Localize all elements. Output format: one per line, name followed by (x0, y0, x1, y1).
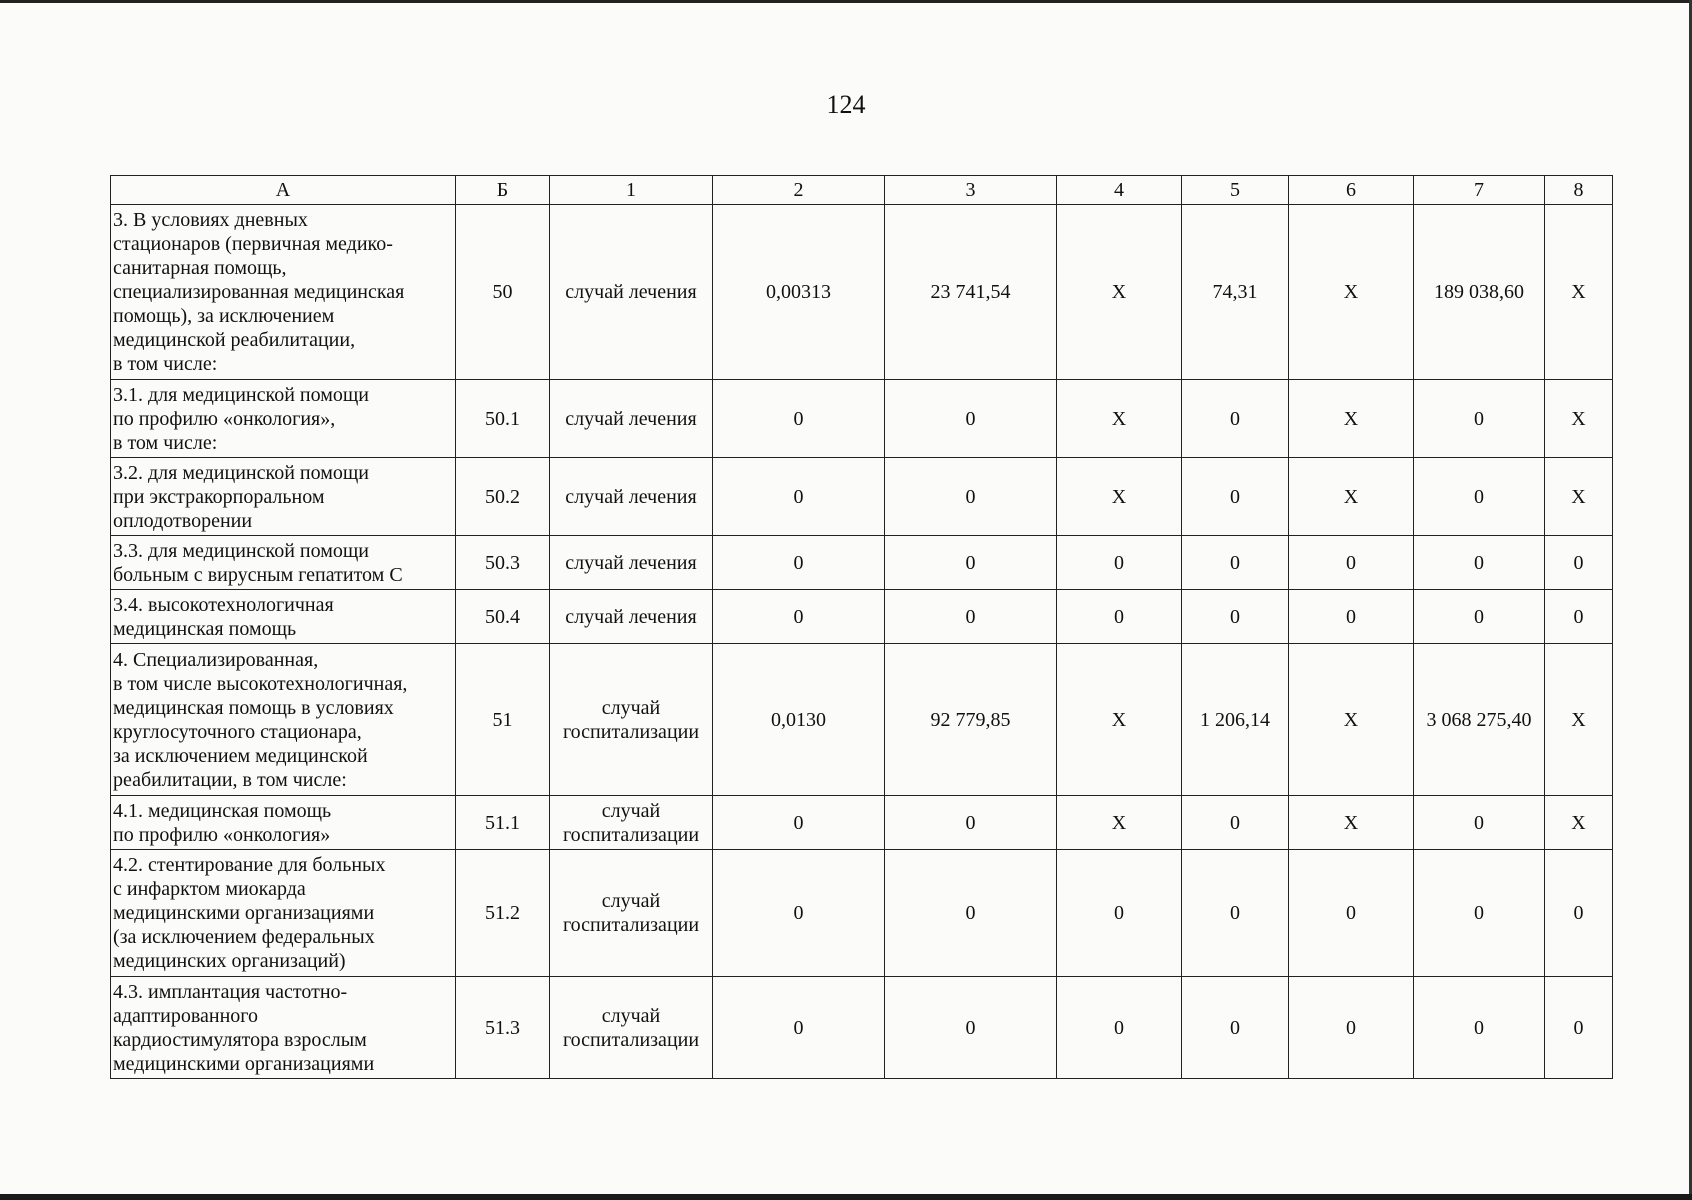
row-col-3: 0 (885, 458, 1057, 536)
row-col-3: 0 (885, 536, 1057, 590)
row-col-6: Х (1289, 644, 1414, 796)
row-col-3: 0 (885, 796, 1057, 850)
row-col-4: Х (1057, 205, 1182, 380)
row-col-8: Х (1545, 796, 1613, 850)
table-row (111, 590, 1613, 644)
row-col-4: 0 (1057, 536, 1182, 590)
scan-border-top (0, 0, 1692, 3)
row-col-8: 0 (1545, 536, 1613, 590)
row-col-3: 23 741,54 (885, 205, 1057, 380)
header-cell: 8 (1545, 176, 1613, 205)
header-row (111, 176, 1613, 205)
row-col-8: 0 (1545, 977, 1613, 1079)
table-row (111, 205, 1613, 380)
row-col-7: 0 (1414, 536, 1545, 590)
row-code: 51.3 (456, 977, 550, 1079)
table-row (111, 644, 1613, 796)
data-table (110, 175, 1613, 1079)
row-col-5: 0 (1182, 796, 1289, 850)
row-col-8: Х (1545, 380, 1613, 458)
row-name: 3.2. для медицинской помощи при экстракорпоральном оплодотворении (111, 458, 456, 536)
header-cell: А (111, 176, 456, 205)
row-col-7: 189 038,60 (1414, 205, 1545, 380)
table-row (111, 850, 1613, 977)
row-col-2: 0 (713, 380, 885, 458)
row-col-6: 0 (1289, 977, 1414, 1079)
row-col-7: 0 (1414, 796, 1545, 850)
row-code: 50.4 (456, 590, 550, 644)
row-code: 50.1 (456, 380, 550, 458)
row-col-2: 0 (713, 536, 885, 590)
header-cell: 1 (550, 176, 713, 205)
row-name: 4. Специализированная, в том числе высокотехнологичная, медицинская помощь в условиях круглосуточного стационара, за исключением медицинской реабилитации, в том числе: (111, 644, 456, 796)
row-col-2: 0,0130 (713, 644, 885, 796)
row-unit: случай лечения (550, 458, 713, 536)
row-col-8: Х (1545, 205, 1613, 380)
row-col-4: Х (1057, 796, 1182, 850)
row-col-6: 0 (1289, 590, 1414, 644)
header-cell: 7 (1414, 176, 1545, 205)
row-name: 3. В условиях дневных стационаров (первичная медико- санитарная помощь, специализированная медицинская помощь), за исключением медицинской реабилитации, в том числе: (111, 205, 456, 380)
row-col-6: 0 (1289, 536, 1414, 590)
row-col-6: Х (1289, 796, 1414, 850)
row-unit: случай госпитализации (550, 644, 713, 796)
row-col-4: 0 (1057, 590, 1182, 644)
row-unit: случай лечения (550, 590, 713, 644)
row-col-5: 0 (1182, 977, 1289, 1079)
table-row (111, 536, 1613, 590)
row-col-5: 0 (1182, 850, 1289, 977)
row-unit: случай лечения (550, 205, 713, 380)
row-col-5: 1 206,14 (1182, 644, 1289, 796)
table-row (111, 977, 1613, 1079)
row-unit: случай лечения (550, 536, 713, 590)
table-row (111, 458, 1613, 536)
row-col-5: 0 (1182, 590, 1289, 644)
row-code: 51.1 (456, 796, 550, 850)
table-row (111, 796, 1613, 850)
row-col-8: Х (1545, 644, 1613, 796)
header-cell: 4 (1057, 176, 1182, 205)
row-code: 50 (456, 205, 550, 380)
row-col-4: 0 (1057, 850, 1182, 977)
row-col-2: 0,00313 (713, 205, 885, 380)
row-col-4: Х (1057, 644, 1182, 796)
row-col-2: 0 (713, 796, 885, 850)
page-number: 124 (826, 90, 866, 119)
row-col-8: Х (1545, 458, 1613, 536)
row-col-5: 0 (1182, 536, 1289, 590)
row-code: 51.2 (456, 850, 550, 977)
row-col-4: 0 (1057, 977, 1182, 1079)
row-col-3: 0 (885, 977, 1057, 1079)
row-col-7: 0 (1414, 850, 1545, 977)
row-col-5: 0 (1182, 458, 1289, 536)
row-col-2: 0 (713, 590, 885, 644)
row-col-3: 92 779,85 (885, 644, 1057, 796)
row-col-7: 3 068 275,40 (1414, 644, 1545, 796)
row-unit: случай госпитализации (550, 850, 713, 977)
row-unit: случай госпитализации (550, 977, 713, 1079)
row-name: 4.3. имплантация частотно- адаптированного кардиостимулятора взрослым медицинскими организациями (111, 977, 456, 1079)
row-name: 3.1. для медицинской помощи по профилю «онкология», в том числе: (111, 380, 456, 458)
row-col-3: 0 (885, 590, 1057, 644)
row-col-2: 0 (713, 458, 885, 536)
row-col-7: 0 (1414, 458, 1545, 536)
table-row (111, 380, 1613, 458)
row-name: 3.3. для медицинской помощи больным с вирусным гепатитом С (111, 536, 456, 590)
header-cell: 3 (885, 176, 1057, 205)
row-code: 50.2 (456, 458, 550, 536)
row-name: 4.1. медицинская помощь по профилю «онкология» (111, 796, 456, 850)
row-code: 50.3 (456, 536, 550, 590)
row-col-6: Х (1289, 458, 1414, 536)
header-cell: 2 (713, 176, 885, 205)
row-col-7: 0 (1414, 380, 1545, 458)
row-name: 3.4. высокотехнологичная медицинская помощь (111, 590, 456, 644)
row-unit: случай лечения (550, 380, 713, 458)
row-col-7: 0 (1414, 977, 1545, 1079)
row-col-4: Х (1057, 380, 1182, 458)
header-cell: 6 (1289, 176, 1414, 205)
row-name: 4.2. стентирование для больных с инфарктом миокарда медицинскими организациями (за исключением федеральных медицинских организаций) (111, 850, 456, 977)
row-code: 51 (456, 644, 550, 796)
header-cell: Б (456, 176, 550, 205)
row-col-3: 0 (885, 380, 1057, 458)
row-col-2: 0 (713, 977, 885, 1079)
row-col-5: 74,31 (1182, 205, 1289, 380)
row-unit: случай госпитализации (550, 796, 713, 850)
row-col-4: Х (1057, 458, 1182, 536)
row-col-8: 0 (1545, 590, 1613, 644)
row-col-6: Х (1289, 380, 1414, 458)
header-cell: 5 (1182, 176, 1289, 205)
row-col-3: 0 (885, 850, 1057, 977)
row-col-6: Х (1289, 205, 1414, 380)
row-col-6: 0 (1289, 850, 1414, 977)
scan-border-bottom (0, 1194, 1692, 1200)
row-col-7: 0 (1414, 590, 1545, 644)
row-col-2: 0 (713, 850, 885, 977)
row-col-8: 0 (1545, 850, 1613, 977)
row-col-5: 0 (1182, 380, 1289, 458)
